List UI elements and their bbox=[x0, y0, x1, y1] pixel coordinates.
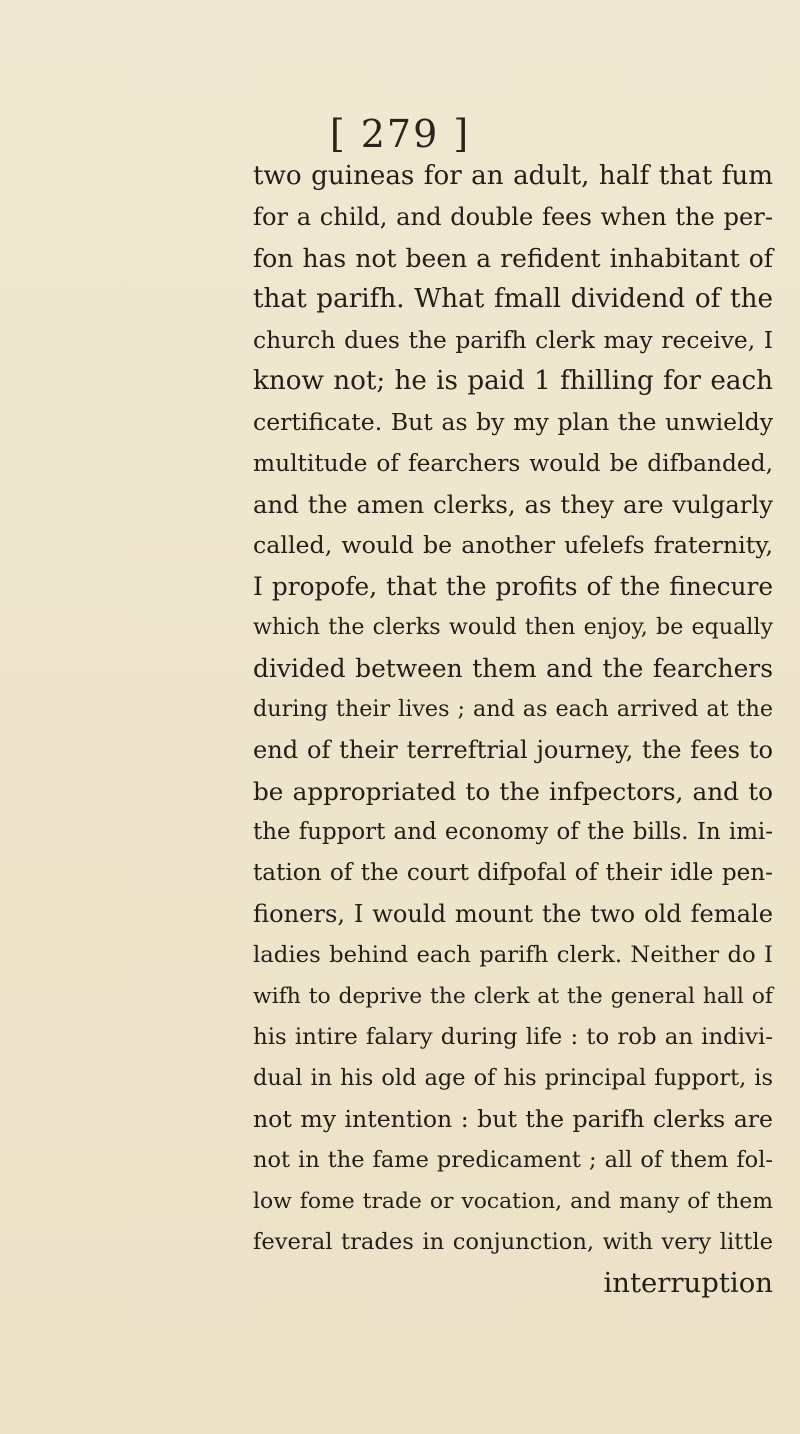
text-line: which the clerks would then enjoy, be equally bbox=[253, 614, 773, 640]
text-line: the fupport and economy of the bills. In imi- bbox=[253, 819, 773, 845]
text-line: fon has not been a refident inhabitant of bbox=[253, 244, 773, 273]
text-line: that parifh. What fmall dividend of the bbox=[253, 284, 773, 314]
text-line: dual in his old age of his principal fupport, is bbox=[253, 1065, 773, 1091]
catchword: interruption bbox=[603, 1267, 773, 1299]
text-line: wifh to deprive the clerk at the general hall of bbox=[253, 984, 773, 1009]
text-line: multitude of fearchers would be difbanded, bbox=[253, 450, 773, 477]
text-line: church dues the parifh clerk may receive, I bbox=[253, 326, 773, 354]
text-line: and the amen clerks, as they are vulgarly bbox=[253, 490, 773, 519]
text-line: called, would be another ufelefs fraternity, bbox=[253, 531, 773, 559]
text-line: two guineas for an adult, half that fum bbox=[253, 161, 773, 191]
text-line: low fome trade or vocation, and many of them bbox=[253, 1189, 773, 1214]
text-line: ladies behind each parifh clerk. Neither do I bbox=[253, 942, 773, 968]
text-line: fioners, I would mount the two old female bbox=[253, 900, 773, 928]
text-line: know not; he is paid 1 fhilling for each bbox=[253, 366, 773, 396]
text-line: during their lives ; and as each arrived at the bbox=[253, 696, 773, 722]
page-number: [ 279 ] bbox=[329, 112, 471, 156]
text-line: not my intention : but the parifh clerks are bbox=[253, 1105, 773, 1133]
text-line: tation of the court difpofal of their idle pen- bbox=[253, 860, 773, 886]
body-text bbox=[253, 156, 773, 1304]
text-line: certificate. But as by my plan the unwieldy bbox=[253, 408, 773, 436]
text-line: end of their terreftrial journey, the fees to bbox=[253, 736, 773, 764]
text-line: feveral trades in conjunction, with very little bbox=[253, 1229, 773, 1255]
text-line: not in the fame predicament ; all of them fol- bbox=[253, 1147, 773, 1173]
text-line: I propofe, that the profits of the finecure bbox=[253, 572, 773, 601]
text-line: divided between them and the fearchers bbox=[253, 654, 773, 683]
text-line: be appropriated to the infpectors, and to bbox=[253, 777, 773, 806]
text-line: for a child, and double fees when the per- bbox=[253, 203, 773, 231]
text-line: his intire falary during life : to rob an indivi- bbox=[253, 1024, 773, 1050]
